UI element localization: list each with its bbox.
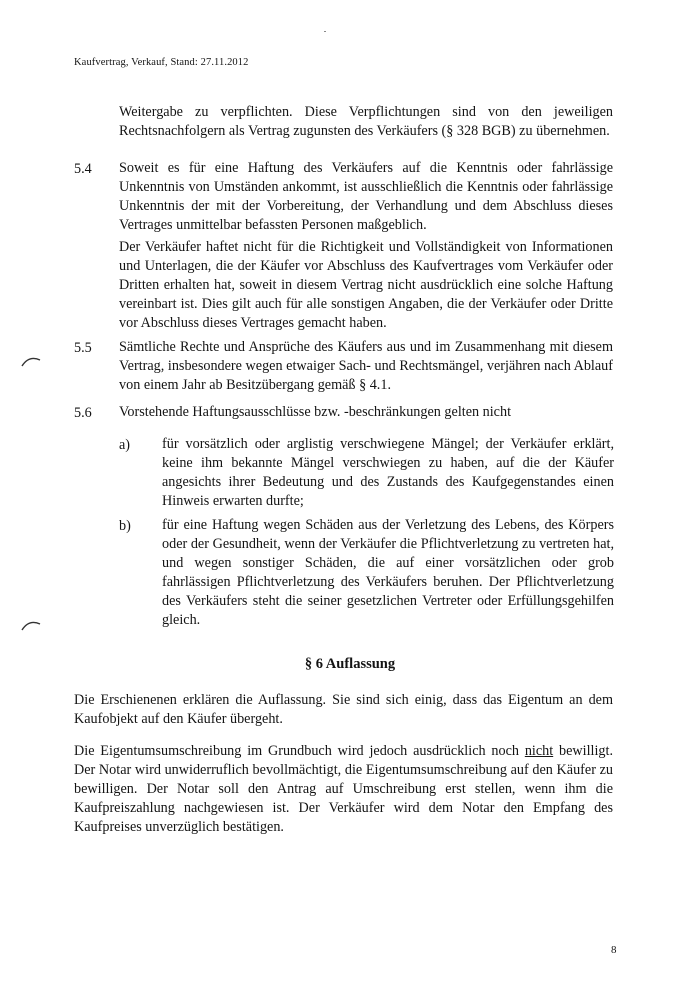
page-number: 8	[611, 944, 617, 956]
section-5-6-paragraph: Vorstehende Haftungsausschlüsse bzw. -beschränkungen gelten nicht	[119, 404, 512, 420]
section-5-4-paragraph-1: Soweit es für eine Haftung des Verkäufers auf die Kenntnis oder fahrlässige Unkenntnis von Umständen ankommt, ist ausschließlich die Kenntnis oder fahrlässige Unkenntnis der mit der Vorbereitung, der Verhandlung und dem Abschluss dieses Vertrages unmittelbar befassten Personen maßgeblich.	[119, 160, 613, 233]
underlined-nicht: nicht	[524, 743, 554, 759]
intro-paragraph: Weitergabe zu verpflichten. Diese Verpflichtungen sind von den jeweiligen Rechtsnachfolgern als Vertrag zugunsten des Verkäufers (§ 328 BGB) zu übernehmen.	[119, 104, 613, 139]
section-number-5-5: 5.5	[74, 340, 92, 356]
paragraph-2-start: Die Eigentumsumschreibung im Grundbuch wird jedoch ausdrücklich noch	[74, 743, 525, 759]
list-label-b: b)	[119, 518, 131, 534]
list-label-a: a)	[119, 437, 131, 453]
punch-hole-mark-lower	[20, 618, 42, 632]
section-number-5-4: 5.4	[74, 161, 92, 177]
list-item-a-text: für vorsätzlich oder arglistig verschwiegene Mängel; der Verkäufer erklärt, keine ihm bekannte Mängel verschwiegen zu haben, auf die der Käufer angesichts ihrer Bedeutung und des Zustands des Kaufgegenstandes einen Hinweis erwarten durfte;	[162, 436, 614, 509]
section-number-5-6: 5.6	[74, 405, 92, 421]
paragraph-2-rest: bewilligt. Der Notar wird unwiderruflich bevollmächtigt, die Eigentumsumschreibung auf den Käufer zu bewilligen. Der Notar soll den Antrag auf Umschreibung erst stellen, wenn ihm die Kaufpreiszahlung nachgewiesen ist. Der Verkäufer wird dem Notar den Empfang des Kaufpreises unverzüglich bestätigen.	[74, 743, 613, 835]
section-5-5-paragraph: Sämtliche Rechte und Ansprüche des Käufers aus und im Zusammenhang mit diesem Vertrag, insbesondere wegen etwaiger Sach- und Rechtsmängel, verjähren nach Ablauf von einem Jahr ab Besitzübergang gemäß § 4.1.	[119, 339, 613, 393]
section-6-heading: § 6 Auflassung	[304, 656, 396, 672]
section-5-4-paragraph-2: Der Verkäufer haftet nicht für die Richtigkeit und Vollständigkeit von Informationen und Unterlagen, die der Käufer vor Abschluss des Kaufvertrages vom Verkäufer oder Dritten erhalten hat, soweit in diesem Vertrag nicht ausdrücklich eine solche Haftung vereinbart ist. Dies gilt auch für alle sonstigen Angaben, die der Verkäufer oder Dritte vor Abschluss dieses Vertrages gemacht haben.	[119, 239, 613, 331]
scan-speck	[324, 31, 326, 32]
punch-hole-mark-upper	[20, 354, 42, 368]
section-6-paragraph-1: Die Erschienenen erklären die Auflassung. Sie sind sich einig, dass das Eigentum an dem Kaufobjekt auf den Käufer übergeht.	[74, 692, 613, 727]
document-header: Kaufvertrag, Verkauf, Stand: 27.11.2012	[74, 57, 249, 68]
section-6-paragraph-2	[74, 742, 613, 837]
list-item-b-text: für eine Haftung wegen Schäden aus der Verletzung des Lebens, des Körpers oder der Gesundheit, wenn der Verkäufer die Pflichtverletzung zu vertreten hat, und wegen sonstiger Schäden, die auf einer vorsätzlichen oder grob fahrlässigen Pflichtverletzung des Verkäufers beruhen. Der Pflichtverletzung des Verkäufers steht die seiner gesetzlichen Vertreter oder Erfüllungsgehilfen gleich.	[162, 517, 614, 628]
